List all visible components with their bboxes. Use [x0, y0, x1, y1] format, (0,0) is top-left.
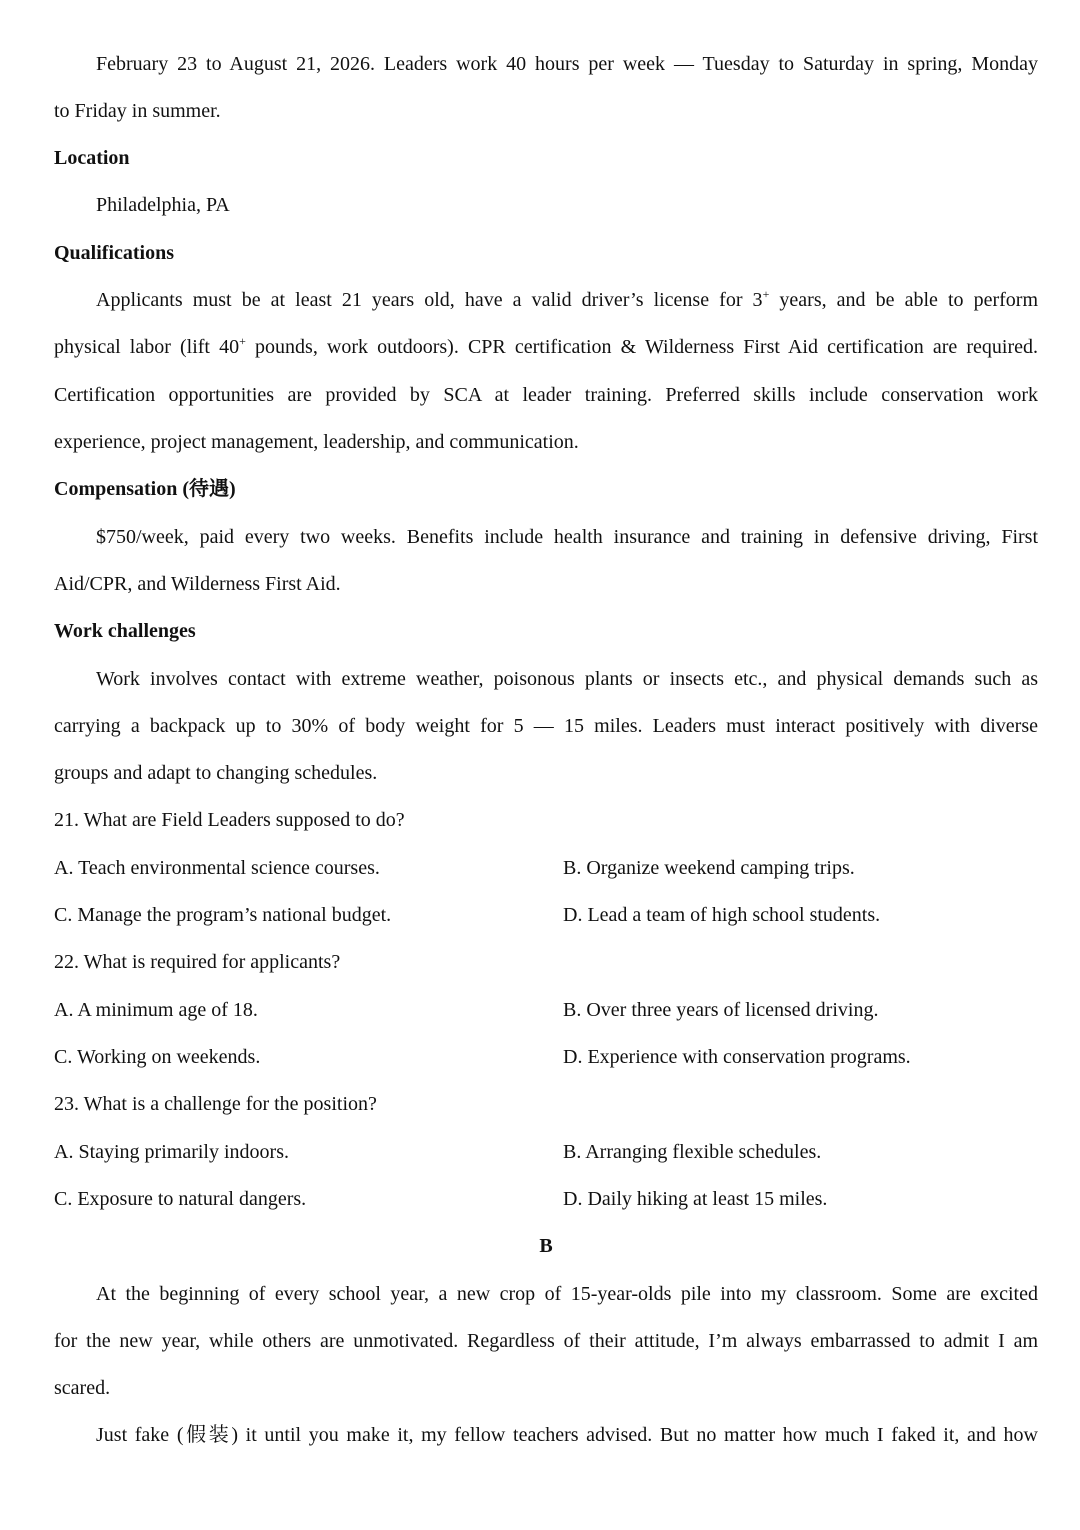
paragraph-line: Work involves contact with extreme weather, poisonous plants or insects etc., and physical demands such as [96, 668, 1038, 690]
paragraph-line: Certification opportunities are provided by SCA at leader training. Preferred skills include conservation work [54, 384, 1038, 406]
answer-option: B. Arranging flexible schedules. [563, 1141, 822, 1163]
answer-option: D. Experience with conservation programs. [563, 1046, 911, 1068]
paragraph-line: groups and adapt to changing schedules. [54, 762, 378, 784]
section-heading-location: Location [54, 147, 130, 169]
answer-option: C. Exposure to natural dangers. [54, 1188, 307, 1210]
paragraph-line: Applicants must be at least 21 years old, have a valid driver’s license for 3+ years, and be able to perform [96, 287, 1038, 311]
answer-option: A. Staying primarily indoors. [54, 1141, 289, 1163]
paragraph-line: At the beginning of every school year, a new crop of 15-year-olds pile into my classroom. Some are excited [96, 1283, 1038, 1305]
section-label-b: B [539, 1235, 553, 1257]
section-heading-qualifications: Qualifications [54, 242, 175, 264]
answer-option: C. Working on weekends. [54, 1046, 261, 1068]
paragraph-line: for the new year, while others are unmotivated. Regardless of their attitude, I’m always embarrassed to admit I am [54, 1330, 1038, 1352]
answer-option: B. Organize weekend camping trips. [563, 857, 855, 879]
paragraph-line: $750/week, paid every two weeks. Benefits include health insurance and training in defensive driving, First [96, 526, 1038, 548]
section-heading-work-challenges: Work challenges [54, 620, 196, 642]
paragraph-line: scared. [54, 1377, 111, 1399]
answer-option: A. A minimum age of 18. [54, 999, 258, 1021]
paragraph-line: Just fake (假装) it until you make it, my fellow teachers advised. But no matter how much I faked it, and how [96, 1424, 1038, 1446]
answer-option: B. Over three years of licensed driving. [563, 999, 879, 1021]
answer-option: D. Lead a team of high school students. [563, 904, 881, 926]
section-heading-compensation: Compensation (待遇) [54, 478, 236, 500]
question-stem: 23. What is a challenge for the position? [54, 1093, 377, 1115]
location-text: Philadelphia, PA [96, 194, 230, 216]
question-stem: 21. What are Field Leaders supposed to do? [54, 809, 405, 831]
paragraph-line: Aid/CPR, and Wilderness First Aid. [54, 573, 341, 595]
answer-option: D. Daily hiking at least 15 miles. [563, 1188, 828, 1210]
paragraph-line: to Friday in summer. [54, 100, 221, 122]
answer-option: C. Manage the program’s national budget. [54, 904, 392, 926]
paragraph-line: experience, project management, leadership, and communication. [54, 431, 579, 453]
paragraph-line: carrying a backpack up to 30% of body weight for 5 — 15 miles. Leaders must interact positively with diverse [54, 715, 1038, 737]
answer-option: A. Teach environmental science courses. [54, 857, 380, 879]
paragraph-line: physical labor (lift 40+ pounds, work outdoors). CPR certification & Wilderness First Aid certification are required. [54, 334, 1038, 358]
paragraph-line: February 23 to August 21, 2026. Leaders work 40 hours per week — Tuesday to Saturday in spring, Monday [96, 53, 1038, 75]
question-stem: 22. What is required for applicants? [54, 951, 341, 973]
